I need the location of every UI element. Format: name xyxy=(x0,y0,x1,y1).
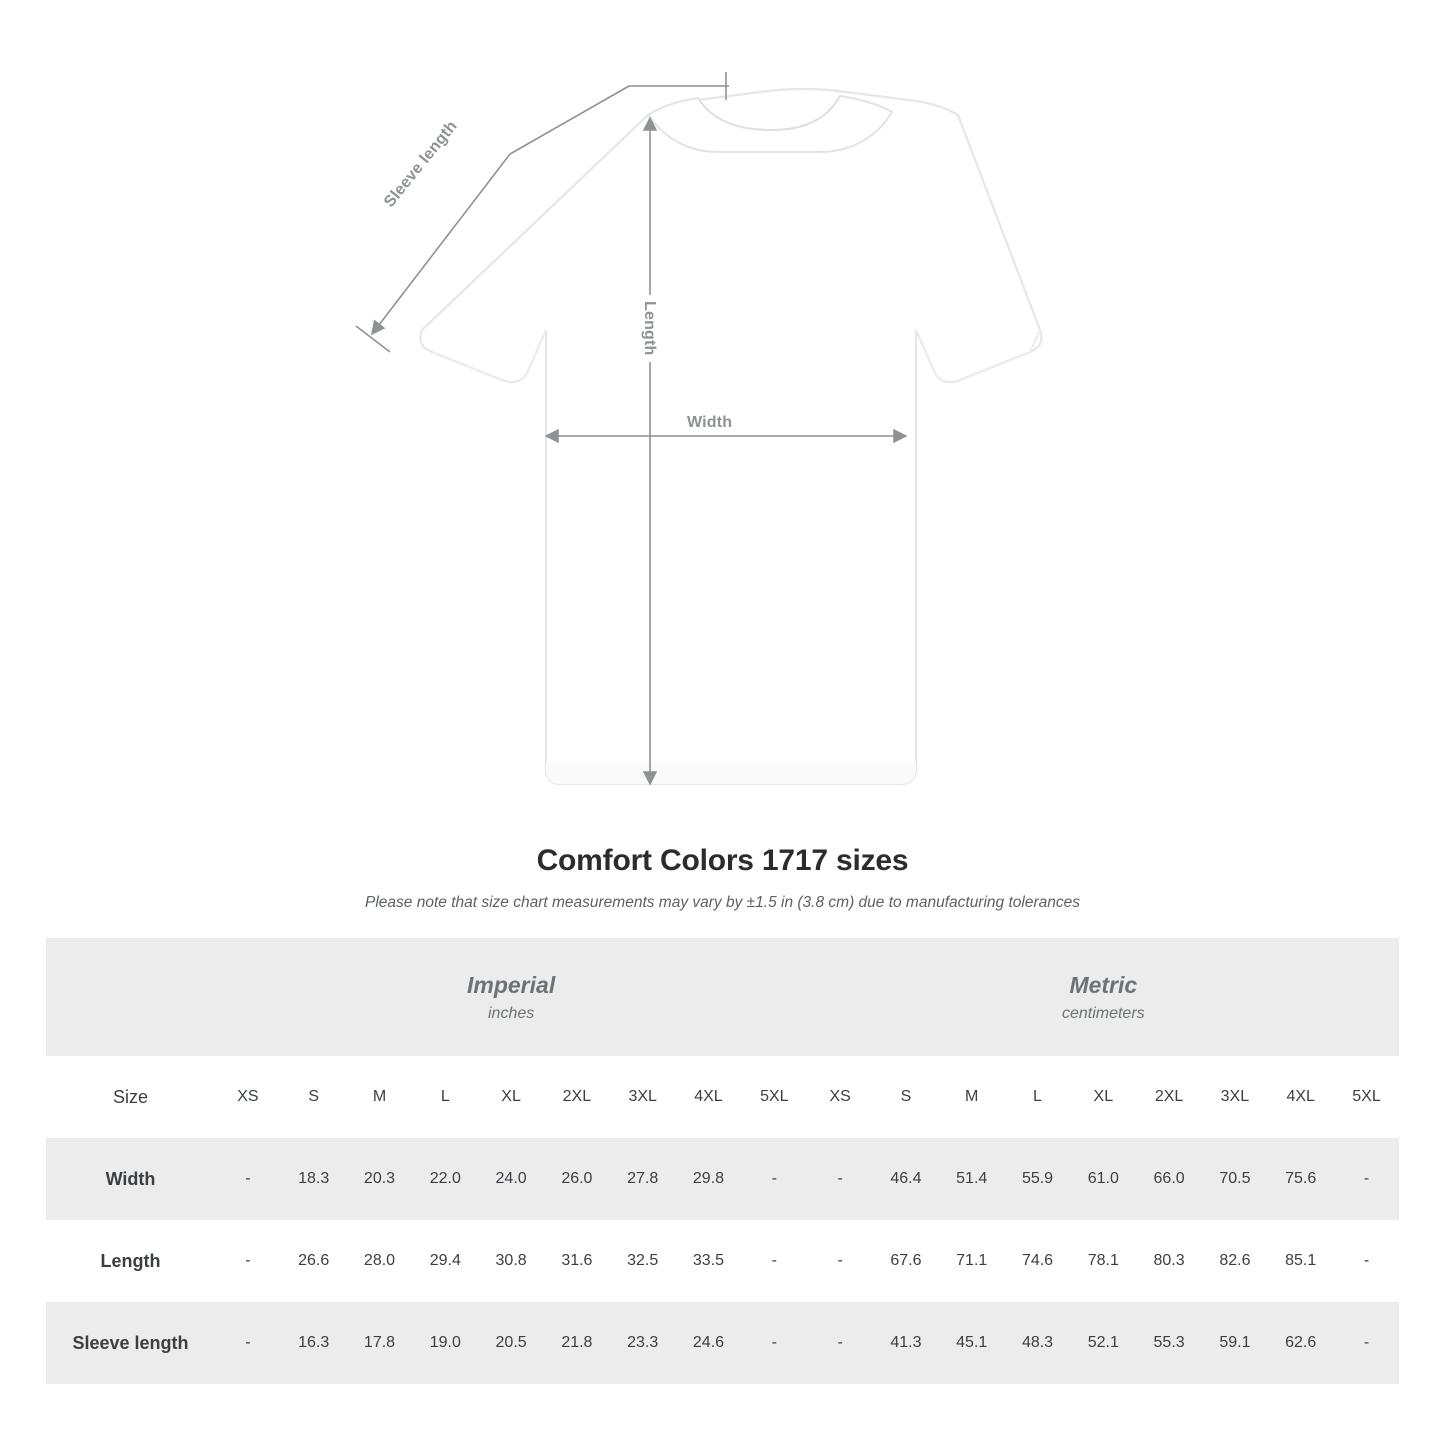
cell-width-metric-4xl: 75.6 xyxy=(1268,1138,1334,1220)
unit-header-row xyxy=(46,938,1399,1056)
unit-header-imperial xyxy=(215,938,807,1056)
cell-sleeve-metric-xl: 52.1 xyxy=(1070,1302,1136,1384)
header-metric-2xl: 2XL xyxy=(1136,1056,1202,1138)
cell-width-metric-l: 55.9 xyxy=(1005,1138,1071,1220)
cell-length-imperial-5xl: - xyxy=(741,1220,807,1302)
cell-length-imperial-4xl: 33.5 xyxy=(676,1220,742,1302)
header-imperial-xl: XL xyxy=(478,1056,544,1138)
cell-length-metric-xl: 78.1 xyxy=(1070,1220,1136,1302)
cell-width-metric-s: 46.4 xyxy=(873,1138,939,1220)
cell-length-imperial-s: 26.6 xyxy=(281,1220,347,1302)
row-label-sleeve-length: Sleeve length xyxy=(46,1302,215,1384)
cell-length-metric-5xl: - xyxy=(1334,1220,1400,1302)
cell-sleeve-metric-2xl: 55.3 xyxy=(1136,1302,1202,1384)
size-header-row xyxy=(46,1056,1399,1138)
cell-sleeve-imperial-xl: 20.5 xyxy=(478,1302,544,1384)
cell-sleeve-imperial-s: 16.3 xyxy=(281,1302,347,1384)
imperial-label: Imperial xyxy=(467,971,556,998)
cell-length-metric-s: 67.6 xyxy=(873,1220,939,1302)
header-metric-3xl: 3XL xyxy=(1202,1056,1268,1138)
cell-width-imperial-xl: 24.0 xyxy=(478,1138,544,1220)
metric-sub-label: centimeters xyxy=(1061,1005,1145,1023)
cell-sleeve-metric-4xl: 62.6 xyxy=(1268,1302,1334,1384)
header-metric-xs: XS xyxy=(807,1056,873,1138)
cell-length-imperial-xl: 30.8 xyxy=(478,1220,544,1302)
cell-sleeve-metric-5xl: - xyxy=(1334,1302,1400,1384)
cell-sleeve-metric-3xl: 59.1 xyxy=(1202,1302,1268,1384)
cell-width-imperial-xs: - xyxy=(215,1138,281,1220)
table-row xyxy=(46,1138,1399,1220)
unit-header-metric xyxy=(807,938,1399,1056)
cell-width-imperial-4xl: 29.8 xyxy=(676,1138,742,1220)
cell-length-metric-l: 74.6 xyxy=(1005,1220,1071,1302)
header-imperial-l: L xyxy=(412,1056,478,1138)
cell-length-imperial-l: 29.4 xyxy=(412,1220,478,1302)
cell-sleeve-metric-s: 41.3 xyxy=(873,1302,939,1384)
cell-sleeve-metric-xs: - xyxy=(807,1302,873,1384)
header-metric-4xl: 4XL xyxy=(1268,1056,1334,1138)
cell-width-imperial-2xl: 26.0 xyxy=(544,1138,610,1220)
cell-width-imperial-s: 18.3 xyxy=(281,1138,347,1220)
header-metric-5xl: 5XL xyxy=(1334,1056,1400,1138)
size-table-wrapper xyxy=(46,938,1399,1384)
header-imperial-3xl: 3XL xyxy=(610,1056,676,1138)
tolerance-note: Please note that size chart measurements may vary by ±1.5 in (3.8 cm) due to manufacturing tolerances xyxy=(365,894,1080,911)
cell-sleeve-imperial-4xl: 24.6 xyxy=(676,1302,742,1384)
cell-length-imperial-3xl: 32.5 xyxy=(610,1220,676,1302)
sleeve-length-dimension-label: Sleeve length xyxy=(381,117,461,211)
size-chart-table xyxy=(46,938,1399,1384)
page-title: Comfort Colors 1717 sizes xyxy=(536,844,909,877)
header-imperial-s: S xyxy=(281,1056,347,1138)
cell-width-metric-3xl: 70.5 xyxy=(1202,1138,1268,1220)
cell-length-imperial-m: 28.0 xyxy=(347,1220,413,1302)
title-block xyxy=(0,844,1445,912)
cell-sleeve-imperial-3xl: 23.3 xyxy=(610,1302,676,1384)
cell-length-metric-4xl: 85.1 xyxy=(1268,1220,1334,1302)
table-row xyxy=(46,1302,1399,1384)
cell-width-metric-xs: - xyxy=(807,1138,873,1220)
cell-width-metric-2xl: 66.0 xyxy=(1136,1138,1202,1220)
row-label-width: Width xyxy=(46,1138,215,1220)
metric-label: Metric xyxy=(1069,971,1138,998)
cell-sleeve-imperial-xs: - xyxy=(215,1302,281,1384)
cell-sleeve-imperial-m: 17.8 xyxy=(347,1302,413,1384)
imperial-sub-label: inches xyxy=(487,1005,535,1023)
unit-header-spacer xyxy=(46,938,215,1056)
cell-length-imperial-xs: - xyxy=(215,1220,281,1302)
header-metric-s: S xyxy=(873,1056,939,1138)
cell-sleeve-metric-m: 45.1 xyxy=(939,1302,1005,1384)
width-dimension-label: Width xyxy=(681,414,738,432)
cell-width-imperial-m: 20.3 xyxy=(347,1138,413,1220)
cell-width-imperial-l: 22.0 xyxy=(412,1138,478,1220)
cell-width-metric-xl: 61.0 xyxy=(1070,1138,1136,1220)
table-row xyxy=(46,1220,1399,1302)
cell-length-metric-3xl: 82.6 xyxy=(1202,1220,1268,1302)
tshirt-hem-shade xyxy=(546,762,916,784)
sleeve-end-cap xyxy=(356,326,390,352)
cell-length-imperial-2xl: 31.6 xyxy=(544,1220,610,1302)
header-imperial-5xl: 5XL xyxy=(741,1056,807,1138)
header-metric-xl: XL xyxy=(1070,1056,1136,1138)
cell-width-imperial-5xl: - xyxy=(741,1138,807,1220)
cell-sleeve-imperial-5xl: - xyxy=(741,1302,807,1384)
row-label-length: Length xyxy=(46,1220,215,1302)
header-metric-l: L xyxy=(1005,1056,1071,1138)
header-metric-m: M xyxy=(939,1056,1005,1138)
cell-sleeve-imperial-2xl: 21.8 xyxy=(544,1302,610,1384)
cell-width-imperial-3xl: 27.8 xyxy=(610,1138,676,1220)
cell-length-metric-2xl: 80.3 xyxy=(1136,1220,1202,1302)
header-imperial-m: M xyxy=(347,1056,413,1138)
cell-length-metric-m: 71.1 xyxy=(939,1220,1005,1302)
cell-width-metric-m: 51.4 xyxy=(939,1138,1005,1220)
header-imperial-2xl: 2XL xyxy=(544,1056,610,1138)
cell-sleeve-imperial-l: 19.0 xyxy=(412,1302,478,1384)
sleeve-guide-line xyxy=(510,86,629,154)
header-imperial-xs: XS xyxy=(215,1056,281,1138)
cell-length-metric-xs: - xyxy=(807,1220,873,1302)
cell-sleeve-metric-l: 48.3 xyxy=(1005,1302,1071,1384)
length-dimension-label: Length xyxy=(640,295,658,362)
cell-width-metric-5xl: - xyxy=(1334,1138,1400,1220)
header-size-label: Size xyxy=(46,1056,215,1138)
header-imperial-4xl: 4XL xyxy=(676,1056,742,1138)
